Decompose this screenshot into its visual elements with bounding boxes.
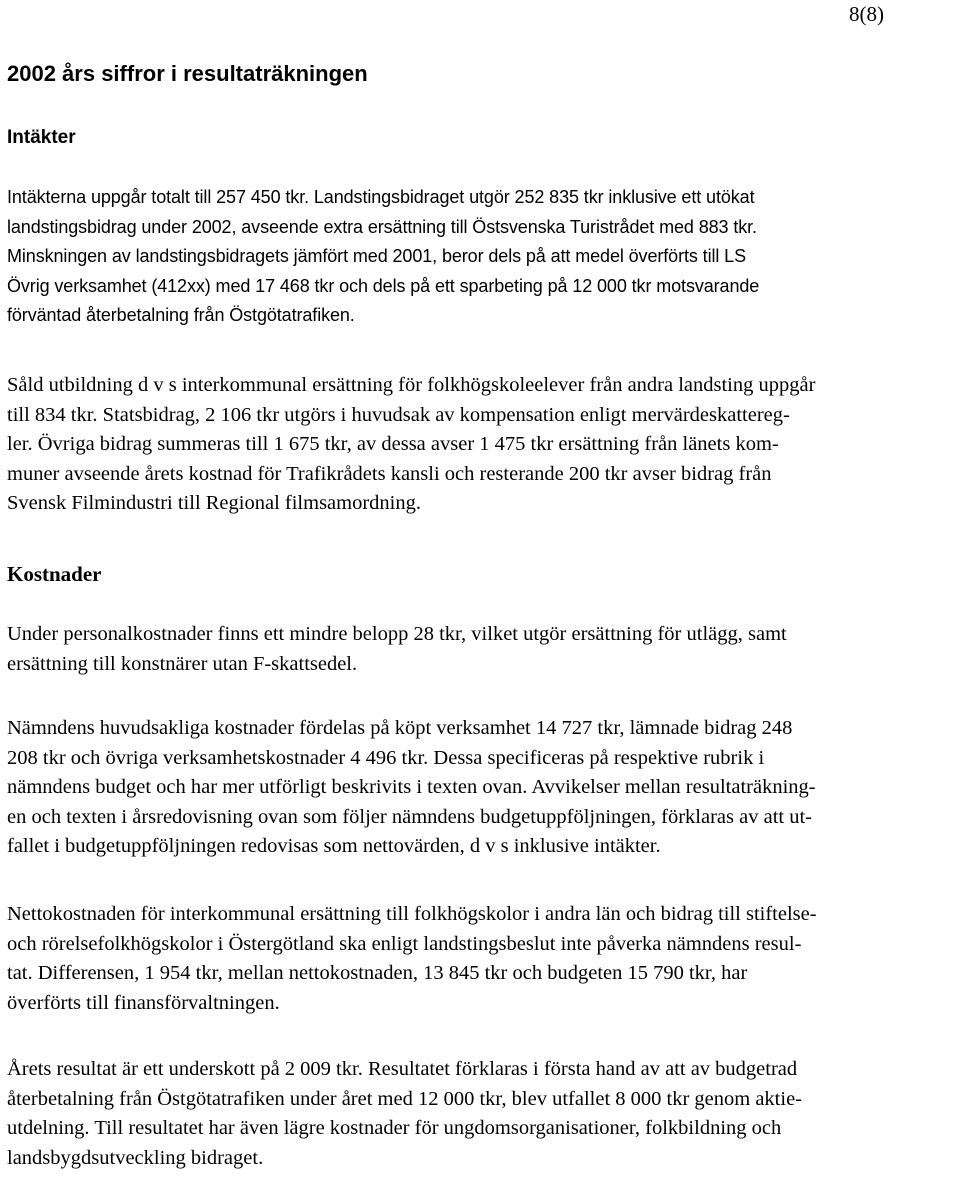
intakter-paragraph-1 <box>7 183 957 331</box>
text-line: ler. Övriga bidrag summeras till 1 675 tkr, av dessa avser 1 475 tkr ersättning från länets kom- <box>7 433 779 455</box>
text-line: Nettokostnaden för interkommunal ersättning till folkhögskolor i andra län och bidrag till stiftelse- <box>7 903 817 925</box>
text-line: Under personalkostnader finns ett mindre belopp 28 tkr, vilket utgör ersättning för utlägg, samt <box>7 623 787 645</box>
text-line: förväntad återbetalning från Östgötatrafiken. <box>7 305 355 325</box>
text-line: Övrig verksamhet (412xx) med 17 468 tkr och dels på ett sparbeting på 12 000 tkr motsvarande <box>7 275 760 296</box>
text-line: till 834 tkr. Statsbidrag, 2 106 tkr utgörs i huvudsak av kompensation enligt mervärdeskattereg- <box>7 403 790 426</box>
text-line: tat. Differensen, 1 954 tkr, mellan nettokostnaden, 13 845 tkr och budgeten 15 790 tkr, har <box>7 962 748 984</box>
text-line: Svensk Filmindustri till Regional filmsamordning. <box>7 492 421 514</box>
kostnader-paragraph-1 <box>7 620 957 679</box>
text-line: återbetalning från Östgötatrafiken under året med 12 000 tkr, blev utfallet 8 000 tkr genom aktie- <box>7 1087 802 1110</box>
text-line: fallet i budgetuppföljningen redovisas som nettovärden, d v s inklusive intäkter. <box>7 835 661 857</box>
text-line: överförts till finansförvaltningen. <box>7 991 280 1014</box>
text-line: landstingsbidrag under 2002, avseende extra ersättning till Östsvenska Turistrådet med 883 tkr. <box>7 216 757 237</box>
intakter-paragraph-2 <box>7 371 957 519</box>
page-title: 2002 års siffror i resultaträkningen <box>7 61 368 86</box>
text-line: landsbygdsutveckling bidraget. <box>7 1146 264 1169</box>
kostnader-paragraph-4 <box>7 1055 957 1173</box>
text-line: 208 tkr och övriga verksamhetskostnader 4 496 tkr. Dessa specificeras på respektive rubrik i <box>7 746 765 769</box>
text-line: Årets resultat är ett underskott på 2 009 tkr. Resultatet förklaras i första hand av att av budgetrad <box>7 1058 798 1080</box>
text-line: utdelning. Till resultatet har även lägre kostnader för ungdomsorganisationer, folkbildning och <box>7 1117 782 1139</box>
text-line: Nämndens huvudsakliga kostnader fördelas på köpt verksamhet 14 727 tkr, lämnade bidrag 248 <box>7 717 793 739</box>
section-heading-kostnader: Kostnader <box>7 562 102 586</box>
text-line: muner avseende årets kostnad för Trafikrådets kansli och resterande 200 tkr avser bidrag från <box>7 462 772 485</box>
section-heading-intakter: Intäkter <box>7 127 76 148</box>
text-line: Intäkterna uppgår totalt till 257 450 tkr. Landstingsbidraget utgör 252 835 tkr inklusive ett utökat <box>7 187 755 207</box>
text-line: en och texten i årsredovisning ovan som följer nämndens budgetuppföljningen, förklaras av att ut- <box>7 805 812 828</box>
text-line: nämndens budget och har mer utförligt beskrivits i texten ovan. Avvikelser mellan resultaträkning- <box>7 776 816 798</box>
text-line: Såld utbildning d v s interkommunal ersättning för folkhögskoleelever från andra landsting uppgår <box>7 374 816 396</box>
kostnader-paragraph-3 <box>7 900 957 1018</box>
text-line: ersättning till konstnärer utan F-skattsedel. <box>7 652 358 675</box>
text-line: och rörelsefolkhögskolor i Östergötland ska enligt landstingsbeslut inte påverka nämndens resul- <box>7 932 802 955</box>
page-number: 8(8) <box>849 2 884 26</box>
text-line: Minskningen av landstingsbidragets jämfört med 2001, beror dels på att medel överförts till LS <box>7 246 746 266</box>
kostnader-paragraph-2 <box>7 714 957 862</box>
